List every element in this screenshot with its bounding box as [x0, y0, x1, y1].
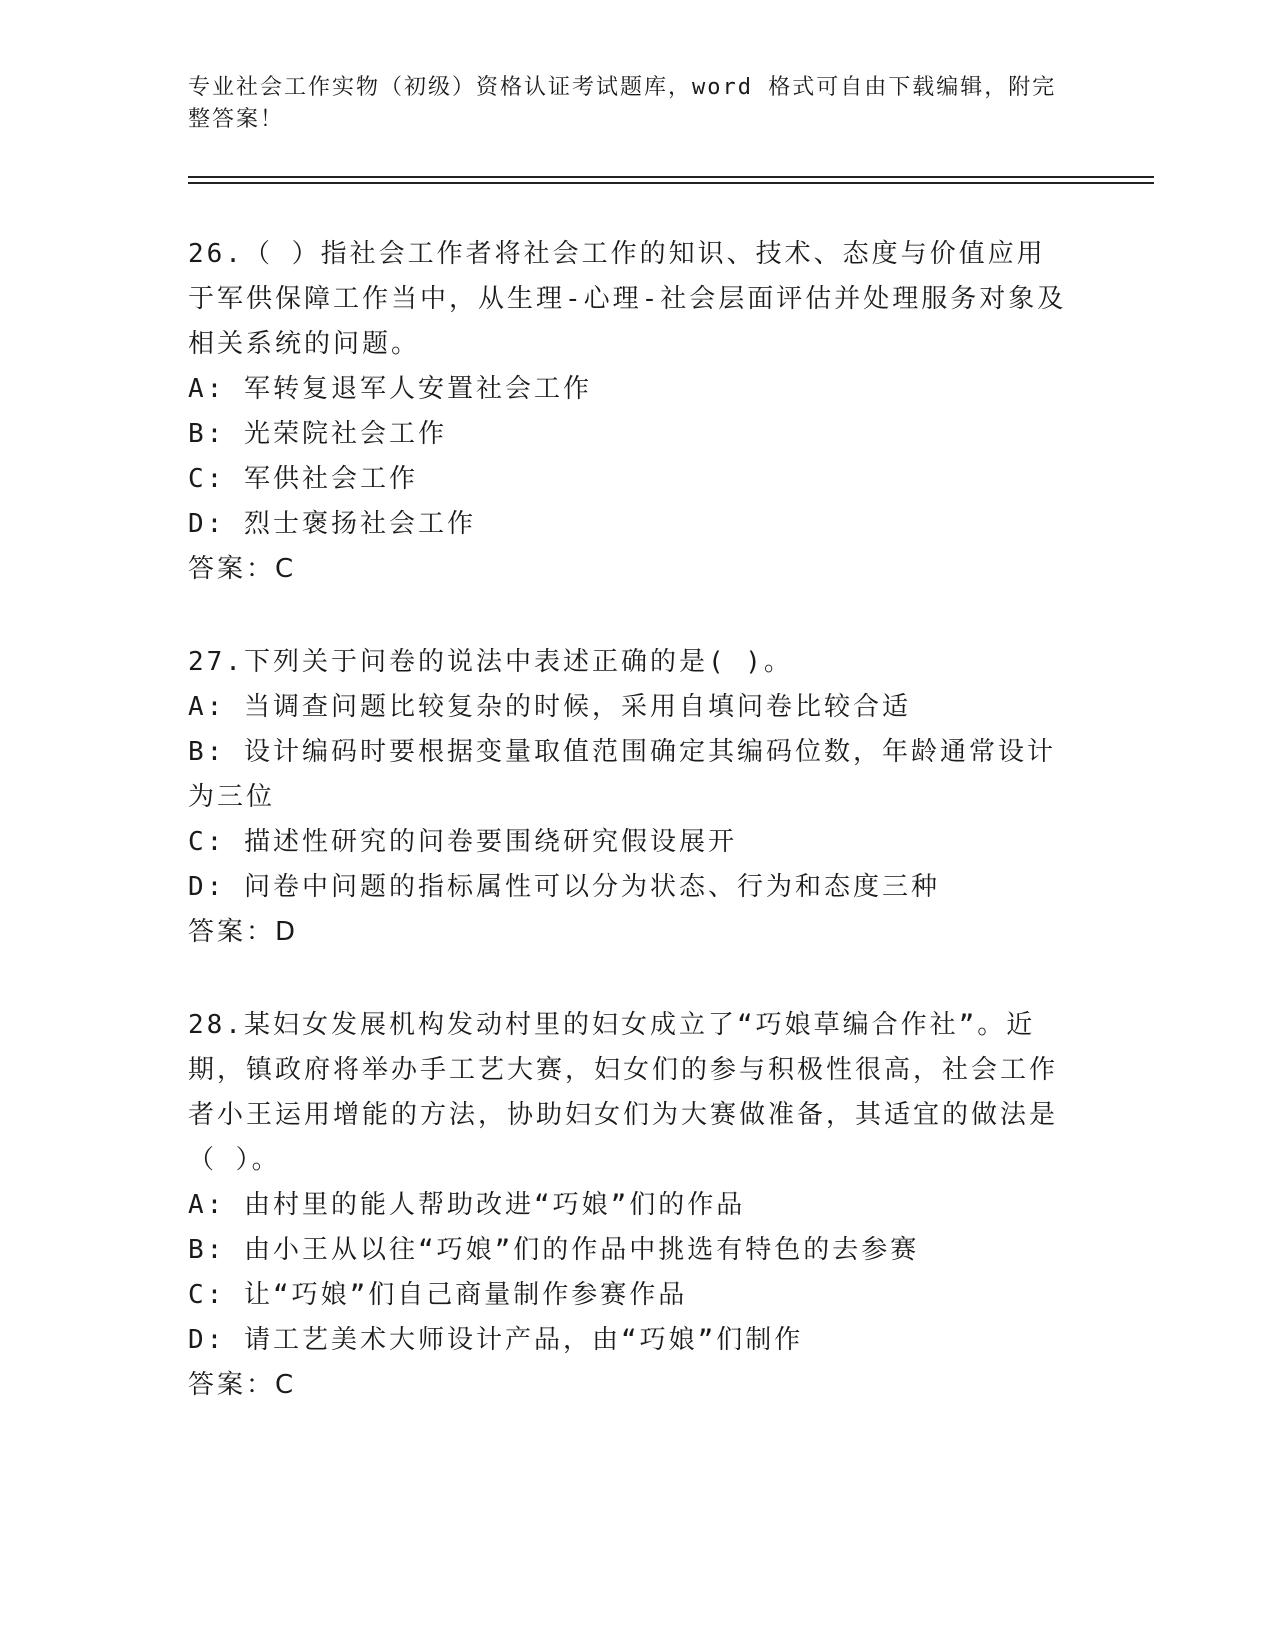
question-stem: 26.（ ）指社会工作者将社会工作的知识、技术、态度与价值应用于军供保障工作当中，从生理-心理-社会层面评估并处理服务对象及相关系统的问题。: [188, 239, 1067, 359]
option-c: C: 描述性研究的问卷要围绕研究假设展开: [188, 827, 737, 857]
option-b: B: 设计编码时要根据变量取值范围确定其编码位数，年龄通常设计为三位: [188, 737, 1056, 812]
option-d: D: 请工艺美术大师设计产品，由“巧娘”们制作: [188, 1325, 804, 1355]
header-divider-bottom: [188, 182, 1154, 184]
option-a: A: 军转复退军人安置社会工作: [188, 374, 592, 404]
question-stem: 28.某妇女发展机构发动村里的妇女成立了“巧娘草编合作社”。近期，镇政府将举办手工艺大赛，妇女们的参与积极性很高，社会工作者小王运用增能的方法，协助妇女们为大赛做准备，其适宜的做法是（ ）。: [188, 1010, 1059, 1175]
option-a: A: 当调查问题比较复杂的时候，采用自填问卷比较合适: [188, 692, 911, 722]
option-c: C: 让“巧娘”们自己商量制作参赛作品: [188, 1280, 688, 1310]
question-28: [188, 1003, 1068, 1408]
answer: 答案：C: [188, 1370, 297, 1400]
option-d: D: 烈士褒扬社会工作: [188, 509, 476, 539]
option-a: A: 由村里的能人帮助改进“巧娘”们的作品: [188, 1190, 746, 1220]
question-27: [188, 640, 1068, 955]
option-b: B: 由小王从以往“巧娘”们的作品中挑选有特色的去参赛: [188, 1235, 920, 1265]
document-header: 专业社会工作实物（初级）资格认证考试题库，word 格式可自由下载编辑，附完整答案！: [188, 75, 1057, 132]
answer: 答案：D: [188, 917, 299, 947]
answer: 答案：C: [188, 554, 297, 584]
question-stem: 27.下列关于问卷的说法中表述正确的是( )。: [188, 647, 793, 677]
option-b: B: 光荣院社会工作: [188, 419, 447, 449]
option-d: D: 问卷中问题的指标属性可以分为状态、行为和态度三种: [188, 872, 940, 902]
question-26: [188, 232, 1068, 592]
header-divider-top: [188, 176, 1154, 178]
option-c: C: 军供社会工作: [188, 464, 418, 494]
